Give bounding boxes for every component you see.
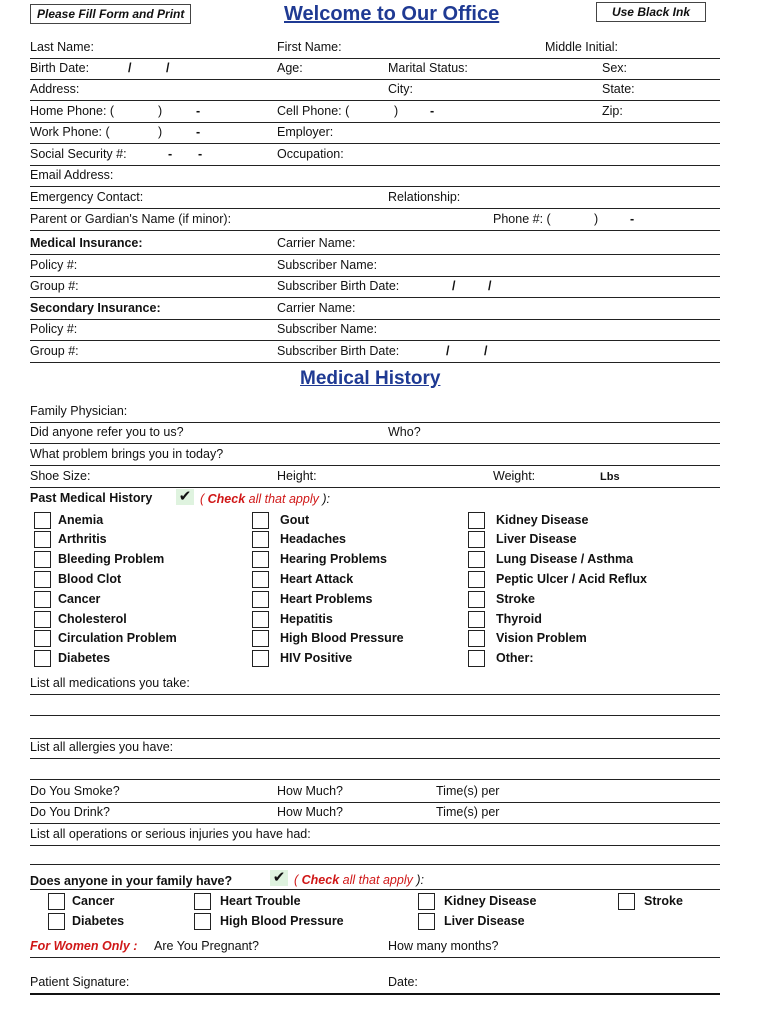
family-check-instruction: ( Check all that apply ): (294, 873, 424, 887)
drink-label: Do You Drink? (30, 805, 110, 819)
condition-checkbox[interactable] (34, 551, 51, 568)
medical-history-title: Medical History (300, 368, 441, 389)
row-group-2 (30, 341, 720, 363)
times-per-label: Time(s) per (436, 805, 500, 819)
condition-label: Hearing Problems (280, 552, 387, 566)
dash: - (168, 147, 173, 161)
medical-insurance-label: Medical Insurance: (30, 236, 143, 250)
relationship-label: Relationship: (388, 190, 461, 204)
condition-label: Lung Disease / Asthma (496, 552, 634, 566)
emergency-contact-label: Emergency Contact: (30, 190, 144, 204)
condition-label: Headaches (280, 532, 347, 546)
months-label: How many months? (388, 939, 499, 953)
condition-label: Vision Problem (496, 631, 587, 645)
family-condition-checkbox[interactable] (48, 913, 65, 930)
smoke-label: Do You Smoke? (30, 784, 120, 798)
row-problem (30, 444, 720, 466)
paren-close: ) (158, 125, 163, 139)
date-slash: / (128, 61, 132, 75)
row-secondary-insurance (30, 298, 720, 320)
condition-checkbox[interactable] (468, 571, 485, 588)
row-ssn (30, 144, 720, 166)
subscriber-birth-label: Subscriber Birth Date: (277, 344, 400, 358)
family-condition-label: Liver Disease (444, 914, 525, 928)
dash: - (196, 125, 201, 139)
all-apply-text: all that apply (342, 873, 413, 887)
row-policy (30, 255, 720, 277)
condition-label: Diabetes (58, 651, 111, 665)
condition-label: Circulation Problem (58, 631, 177, 645)
zip-label: Zip: (602, 104, 623, 118)
subscriber-name-label: Subscriber Name: (277, 322, 378, 336)
condition-checkbox[interactable] (468, 611, 485, 628)
row-policy-2 (30, 319, 720, 341)
divider (30, 715, 720, 716)
family-condition-checkbox[interactable] (618, 893, 635, 910)
home-phone-label: Home Phone: ( (30, 104, 115, 118)
family-condition-checkbox[interactable] (418, 913, 435, 930)
date-slash: / (488, 279, 492, 293)
condition-label: Stroke (496, 592, 535, 606)
condition-checkbox[interactable] (468, 531, 485, 548)
condition-checkbox[interactable] (252, 512, 269, 529)
refer-label: Did anyone refer you to us? (30, 425, 184, 439)
lbs-label: Lbs (600, 471, 620, 483)
row-measurements (30, 466, 720, 488)
condition-label: HIV Positive (280, 651, 353, 665)
condition-checkbox[interactable] (468, 512, 485, 529)
row-allergies (30, 737, 720, 759)
condition-checkbox[interactable] (252, 571, 269, 588)
carrier-name-label: Carrier Name: (277, 301, 356, 315)
divider (30, 864, 720, 865)
row-medical-insurance (30, 233, 720, 255)
problem-label: What problem brings you in today? (30, 447, 224, 461)
condition-checkbox[interactable] (252, 531, 269, 548)
weight-label: Weight: (493, 469, 536, 483)
condition-checkbox[interactable] (252, 551, 269, 568)
row-group (30, 276, 720, 298)
family-condition-label: Kidney Disease (444, 894, 537, 908)
ssn-label: Social Security #: (30, 147, 127, 161)
condition-label: Cancer (58, 592, 101, 606)
condition-label: Gout (280, 513, 310, 527)
past-medical-history-heading (30, 491, 152, 505)
condition-label: Arthritis (58, 532, 107, 546)
condition-checkbox[interactable] (252, 650, 269, 667)
date-slash: / (452, 279, 456, 293)
signature-label: Patient Signature: (30, 975, 130, 989)
condition-label: Blood Clot (58, 572, 122, 586)
height-label: Height: (277, 469, 317, 483)
allergies-label: List all allergies you have: (30, 740, 174, 754)
condition-checkbox[interactable] (34, 531, 51, 548)
dash: - (198, 147, 203, 161)
paren-close: ) (394, 104, 399, 118)
condition-checkbox[interactable] (468, 630, 485, 647)
first-name-label: First Name: (277, 40, 342, 54)
condition-checkbox[interactable] (468, 591, 485, 608)
dash: - (430, 104, 435, 118)
group-label: Group #: (30, 279, 79, 293)
guardian-label: Parent or Gardian's Name (if minor): (30, 212, 232, 226)
row-address (30, 79, 720, 101)
phone-number-label: Phone #: ( (493, 212, 551, 226)
date-slash: / (484, 344, 488, 358)
family-condition-checkbox[interactable] (194, 913, 211, 930)
row-home-phone (30, 101, 720, 123)
work-phone-label: Work Phone: ( (30, 125, 110, 139)
condition-checkbox[interactable] (34, 591, 51, 608)
carrier-name-label: Carrier Name: (277, 236, 356, 250)
marital-status-label: Marital Status: (388, 61, 468, 75)
family-condition-label: Stroke (644, 894, 683, 908)
condition-checkbox[interactable] (468, 551, 485, 568)
cell-phone-label: Cell Phone: ( (277, 104, 350, 118)
city-label: City: (388, 82, 413, 96)
checkmark-icon: ✔ (270, 870, 288, 886)
row-refer (30, 422, 720, 444)
condition-label: Hepatitis (280, 612, 333, 626)
row-work-phone (30, 122, 720, 144)
medications-label: List all medications you take: (30, 676, 190, 690)
family-condition-label: Cancer (72, 894, 115, 908)
condition-checkbox[interactable] (34, 630, 51, 647)
dash: - (196, 104, 201, 118)
all-apply-text: all that apply (248, 492, 319, 506)
secondary-insurance-label: Secondary Insurance: (30, 301, 161, 315)
row-name (30, 37, 720, 59)
condition-checkbox[interactable] (34, 571, 51, 588)
age-label: Age: (277, 61, 303, 75)
page-title: Welcome to Our Office (284, 3, 500, 25)
condition-label: Bleeding Problem (58, 552, 165, 566)
fill-and-print-label: Please Fill Form and Print (30, 4, 191, 24)
sex-label: Sex: (602, 61, 628, 75)
subscriber-birth-label: Subscriber Birth Date: (277, 279, 400, 293)
divider (30, 779, 720, 780)
condition-label: Peptic Ulcer / Acid Reflux (496, 572, 647, 586)
condition-checkbox[interactable] (468, 650, 485, 667)
email-label: Email Address: (30, 168, 114, 182)
operations-label: List all operations or serious injuries you have had: (30, 827, 311, 841)
how-much-label: How Much? (277, 784, 343, 798)
pregnant-label: Are You Pregnant? (154, 939, 259, 953)
who-label: Who? (388, 425, 421, 439)
family-condition-label: Diabetes (72, 914, 125, 928)
condition-checkbox[interactable] (252, 611, 269, 628)
employer-label: Employer: (277, 125, 334, 139)
family-physician-label: Family Physician: (30, 404, 128, 418)
paren-close: ) (594, 212, 599, 226)
family-condition-checkbox[interactable] (194, 893, 211, 910)
row-signature (30, 972, 720, 995)
condition-label: Kidney Disease (496, 513, 589, 527)
condition-checkbox[interactable] (34, 512, 51, 529)
date-label: Date: (388, 975, 418, 989)
paren-close: ) (158, 104, 163, 118)
middle-initial-label: Middle Initial: (545, 40, 618, 54)
row-emergency (30, 187, 720, 209)
condition-checkbox[interactable] (34, 650, 51, 667)
row-smoke (30, 781, 720, 803)
check-instruction: ( Check all that apply ): (200, 492, 330, 506)
birth-date-label: Birth Date: (30, 61, 90, 75)
row-physician (30, 401, 720, 423)
date-slash: / (446, 344, 450, 358)
family-condition-label: Heart Trouble (220, 894, 301, 908)
condition-label: Anemia (58, 513, 104, 527)
row-drink (30, 802, 720, 824)
policy-label: Policy #: (30, 258, 78, 272)
women-only-label: For Women Only : (30, 939, 138, 953)
past-medical-history-label: Past Medical History (30, 491, 153, 505)
divider (30, 889, 720, 890)
black-ink-label: Use Black Ink (596, 2, 706, 22)
condition-checkbox[interactable] (252, 591, 269, 608)
row-operations (30, 824, 720, 846)
condition-label: Other: (496, 651, 534, 665)
row-email (30, 165, 720, 187)
family-condition-checkbox[interactable] (418, 893, 435, 910)
row-medications (30, 673, 720, 695)
shoe-size-label: Shoe Size: (30, 469, 91, 483)
occupation-label: Occupation: (277, 147, 344, 161)
times-per-label: Time(s) per (436, 784, 500, 798)
policy-label: Policy #: (30, 322, 78, 336)
row-birth (30, 58, 720, 80)
group-label: Group #: (30, 344, 79, 358)
state-label: State: (602, 82, 635, 96)
dash: - (630, 212, 635, 226)
how-much-label: How Much? (277, 805, 343, 819)
check-word: Check (207, 492, 246, 506)
row-guardian (30, 209, 720, 231)
condition-label: Cholesterol (58, 612, 127, 626)
last-name-label: Last Name: (30, 40, 94, 54)
subscriber-name-label: Subscriber Name: (277, 258, 378, 272)
condition-label: Heart Attack (280, 572, 354, 586)
check-word: Check (301, 873, 340, 887)
family-history-label: Does anyone in your family have? (30, 874, 233, 888)
condition-checkbox[interactable] (34, 611, 51, 628)
condition-label: Heart Problems (280, 592, 373, 606)
address-label: Address: (30, 82, 80, 96)
condition-label: Liver Disease (496, 532, 577, 546)
checkmark-icon: ✔ (176, 489, 194, 505)
family-condition-label: High Blood Pressure (220, 914, 344, 928)
family-condition-checkbox[interactable] (48, 893, 65, 910)
condition-checkbox[interactable] (252, 630, 269, 647)
row-women (30, 936, 720, 958)
condition-label: Thyroid (496, 612, 542, 626)
date-slash: / (166, 61, 170, 75)
condition-label: High Blood Pressure (280, 631, 404, 645)
